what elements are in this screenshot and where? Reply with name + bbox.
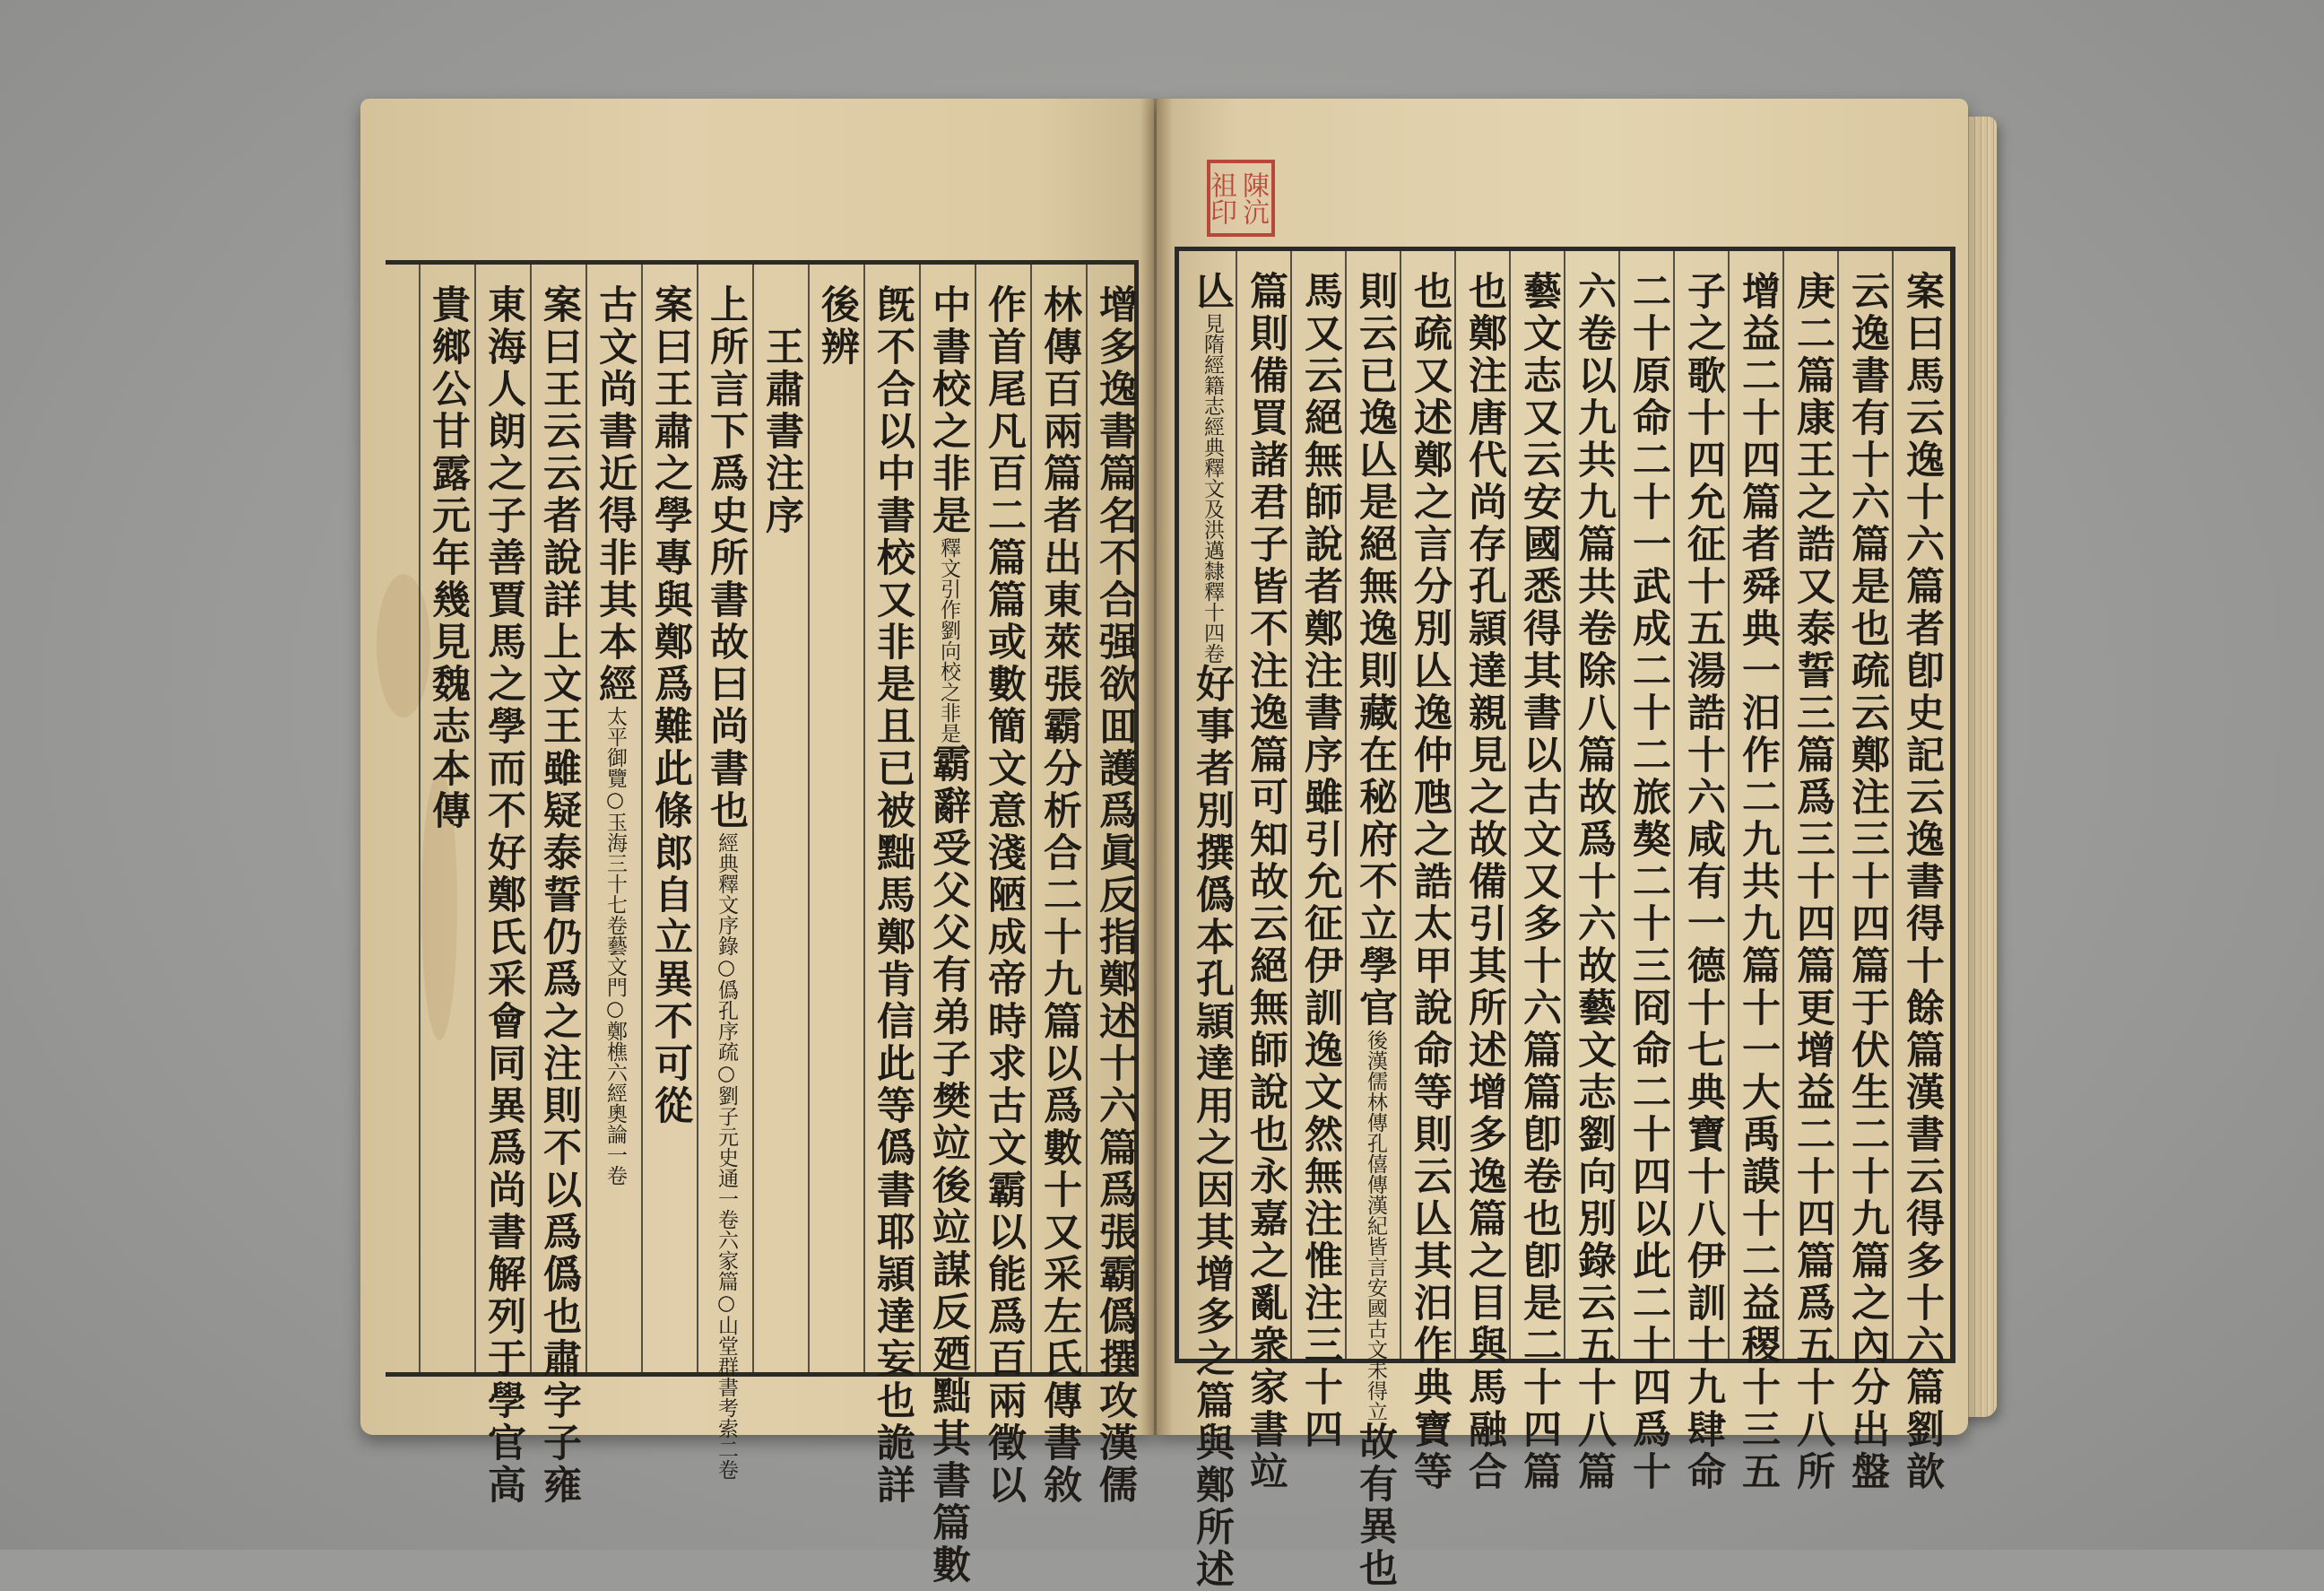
column-rule: [919, 265, 921, 1372]
column-text: 霸辭受父父有弟子樊竝後竝謀反廼黜其書篇數: [926, 743, 971, 1587]
column-rule: [1086, 265, 1088, 1372]
text-column: 案曰王肅之學專與鄭爲難此條郎自立異不可從: [648, 284, 693, 1127]
text-column: [1349, 271, 1401, 1590]
right-text-frame: [1175, 247, 1955, 1591]
section-heading: 王肅書注序: [759, 284, 804, 537]
text-column: 後辨: [815, 284, 860, 369]
column-text: 故有異也: [1353, 1421, 1398, 1590]
text-column: 馬又云絕無師說者鄭注書序雖引允征伊訓逸文然無注惟注三十四: [1298, 271, 1343, 1451]
column-text: 亾: [1190, 271, 1235, 313]
inline-note: 後漢儒林傳孔僖傳漢紀皆言安國古文未得立: [1364, 1030, 1387, 1421]
text-column: [700, 284, 752, 1480]
text-column: [589, 284, 641, 1186]
text-column: 云逸書有十六篇是也疏云鄭注三十四篇于伏生二十九篇之內分出盤: [1845, 271, 1890, 1493]
text-column: 作首尾凡百二篇篇或數簡文意淺陋成帝時求古文霸以能爲百兩徵以: [982, 284, 1027, 1507]
column-text: 古文尚書近得非其本經: [593, 284, 637, 706]
column-text: 好事者別撰僞本孔頴達用之因其增多之篇與鄭所述: [1190, 664, 1235, 1591]
text-column: 二十原命二十一武成二十二旅獒二十三冏命二十四以此二十四爲十: [1626, 271, 1671, 1493]
text-column: [1186, 271, 1238, 1591]
text-column: 增益二十四篇者舜典一汨作二九共九篇十一大禹謨十二益稷十三五: [1736, 271, 1781, 1493]
inline-note: 太平御覽○玉海三十七卷藝文門○鄭樵六經奧論一卷: [603, 706, 627, 1186]
text-column: [923, 284, 975, 1587]
text-column: 林傳百兩篇者出東萊張霸分析合二十九篇以爲數十又采左氏傳書敘: [1037, 284, 1082, 1507]
column-rule: [530, 265, 532, 1372]
text-column: 貴鄉公甘露元年幾見魏志本傳: [426, 284, 471, 832]
text-column: 也鄭注唐代尚存孔頴達親見之故備引其所述增多逸篇之目與馬融合: [1462, 271, 1507, 1493]
red-seal-stamp: 陳沆 祖印: [1207, 160, 1275, 237]
column-rule: [697, 265, 698, 1372]
text-column: 增多逸書篇名不合强欲囬護爲眞反指鄭述十六篇爲張霸僞撰攻漢儒: [1093, 284, 1138, 1507]
column-rule: [419, 265, 421, 1372]
column-rule: [641, 265, 643, 1372]
column-rule: [808, 265, 810, 1372]
text-column: 旣不合以中書校又非是且已被黜馬鄭肯信此等僞書耶頴達妄也詭詳: [871, 284, 915, 1507]
text-column: 六卷以九共九篇共卷除八篇故爲十六故藝文志劉向別錄云五十八篇: [1572, 271, 1617, 1493]
column-rule: [752, 265, 754, 1372]
column-rule: [863, 265, 865, 1372]
book-gutter: [1140, 99, 1173, 1435]
text-column: 篇則備買諸君子皆不注逸篇可知故云絕無師說也永嘉之亂衆家書竝: [1244, 271, 1288, 1493]
column-rule: [585, 265, 587, 1372]
column-rule: [474, 265, 476, 1372]
inline-note: 釋文引作劉向校之非是: [937, 537, 960, 743]
left-text-frame: [386, 260, 1139, 1587]
inline-note: 經典釋文序錄○僞孔序疏○劉子元史通一卷六家篇○山堂群書考索二卷: [715, 832, 738, 1480]
column-text: 中書校之非是: [926, 284, 971, 537]
column-rule: [1030, 265, 1032, 1372]
text-column: 案曰王云云者說詳上文王雖疑泰誓仍爲之注則不以爲僞也肅字子雍: [537, 284, 582, 1507]
column-text: 上所言下爲史所書故曰尚書也: [704, 284, 749, 832]
inline-note: 見隋經籍志經典釋文及洪邁隸釋十四卷: [1201, 313, 1224, 664]
column-text: 則云已逸亾是絕無逸則藏在秘府不立學官: [1353, 271, 1398, 1030]
text-column: 也疏又述鄭之言分別亾逸仲虺之誥太甲說命等則云亾其汨作典寶等: [1408, 271, 1452, 1493]
text-column: 案曰馬云逸十六篇者卽史記云逸書得十餘篇漢書云得多十六篇劉歆: [1900, 271, 1945, 1493]
text-column: 藝文志又云安國悉得其書以古文又多十六篇篇卽卷也卽是二十四篇: [1517, 271, 1562, 1493]
text-column: 子之歌十四允征十五湯誥十六咸有一德十七典寶十八伊訓十九肆命: [1681, 271, 1726, 1493]
text-column: 東海人朗之子善賈馬之學而不好鄭氏采會同異爲尚書解列于學官高: [481, 284, 526, 1507]
column-rule: [975, 265, 976, 1372]
text-column: 庚二篇康王之誥又泰誓三篇爲三十四篇更增益二十四篇爲五十八所: [1791, 271, 1835, 1493]
